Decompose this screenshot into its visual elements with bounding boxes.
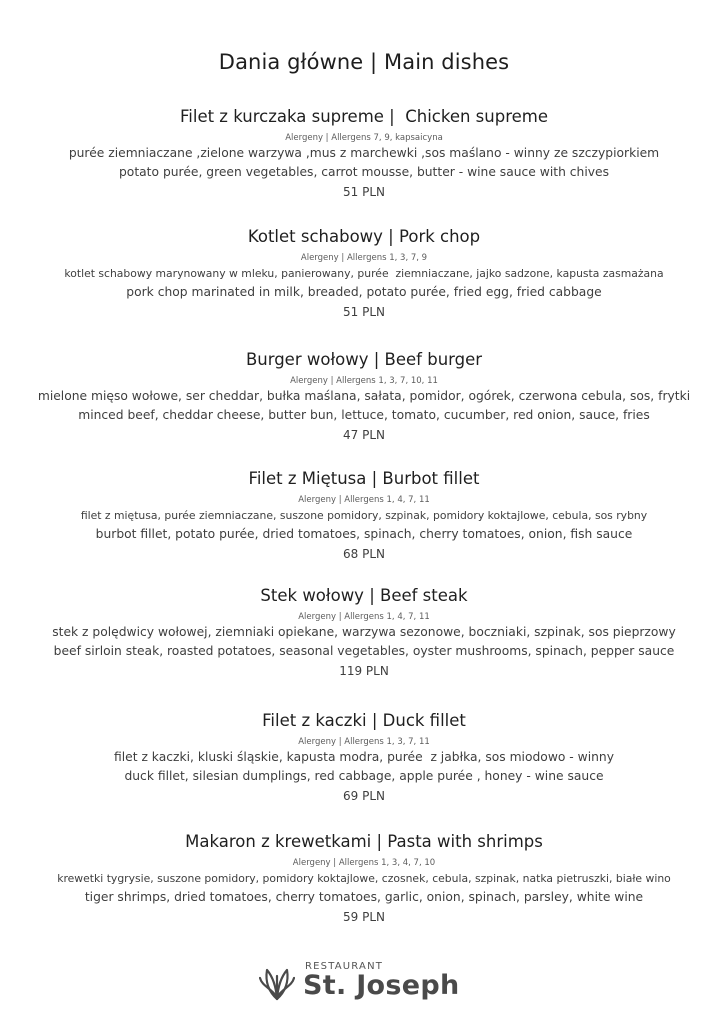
dish-description-pl: filet z miętusa, purée ziemniaczane, suszone pomidory, szpinak, pomidory koktajlowe, cebula, sos rybny [80, 509, 648, 522]
dish-name: Filet z kaczki | Duck fillet [262, 711, 466, 730]
dish-description-pl: krewetki tygrysie, suszone pomidory, pomidory koktajlowe, czosnek, cebula, szpinak, natka pietruszki, białe wino [57, 872, 671, 885]
menu-item-beef-steak [0, 586, 728, 681]
dish-description-pl: filet z kaczki, kluski śląskie, kapusta modra, purée z jabłka, sos miodowo - winny [113, 750, 614, 764]
dish-price: 119 PLN [339, 664, 389, 678]
dish-description-pl: kotlet schabowy marynowany w mleku, panierowany, purée ziemniaczane, jajko sadzone, kapusta zasmażana [64, 267, 664, 280]
dish-price: 59 PLN [343, 910, 385, 924]
dish-description-pl: stek z polędwicy wołowej, ziemniaki opiekane, warzywa sezonowe, boczniaki, szpinak, sos pieprzowy [52, 625, 676, 639]
menu-item-duck-fillet [0, 711, 728, 806]
dish-name: Filet z kurczaka supreme | Chicken supreme [179, 107, 549, 126]
dish-description-en: duck fillet, silesian dumplings, red cabbage, apple purée , honey - wine sauce [124, 769, 604, 783]
dish-name: Burger wołowy | Beef burger [245, 350, 483, 369]
dish-allergens: Alergeny | Allergens 1, 4, 7, 11 [298, 495, 430, 505]
dish-allergens: Alergeny | Allergens 1, 3, 7, 9 [300, 253, 428, 263]
restaurant-logo [259, 960, 479, 1010]
dish-price: 51 PLN [343, 305, 385, 319]
logo-name: St. Joseph [303, 970, 460, 1001]
logo-subtitle: RESTAURANT [305, 961, 384, 972]
dish-price: 68 PLN [343, 547, 385, 561]
dish-allergens: Alergeny | Allergens 1, 3, 4, 7, 10 [292, 858, 436, 868]
dish-description-en: pork chop marinated in milk, breaded, potato purée, fried egg, fried cabbage [126, 285, 602, 299]
dish-name: Kotlet schabowy | Pork chop [247, 227, 481, 246]
dish-allergens: Alergeny | Allergens 1, 3, 7, 10, 11 [290, 376, 438, 386]
page-title: Dania główne | Main dishes [218, 50, 510, 74]
dish-name: Stek wołowy | Beef steak [260, 586, 468, 605]
dish-price: 69 PLN [343, 789, 385, 803]
dish-name: Makaron z krewetkami | Pasta with shrimps [185, 832, 543, 851]
menu-item-pork-chop [0, 227, 728, 322]
dish-description-pl: mielone mięso wołowe, ser cheddar, bułka maślana, sałata, pomidor, ogórek, czerwona cebula, sos, frytki [37, 389, 691, 403]
dish-description-en: minced beef, cheddar cheese, butter bun, lettuce, tomato, cucumber, red onion, sauce, fries [78, 408, 650, 422]
dish-description-en: tiger shrimps, dried tomatoes, cherry tomatoes, garlic, onion, spinach, parsley, white wine [84, 890, 644, 904]
dish-allergens: Alergeny | Allergens 1, 4, 7, 11 [298, 612, 430, 622]
menu-item-beef-burger [0, 350, 728, 445]
dish-name: Filet z Miętusa | Burbot fillet [248, 469, 480, 488]
leaf-emblem-icon [259, 964, 295, 1002]
dish-description-en: burbot fillet, potato purée, dried tomatoes, spinach, cherry tomatoes, onion, fish sauce [95, 527, 633, 541]
menu-item-burbot-fillet [0, 469, 728, 564]
dish-description-en: potato purée, green vegetables, carrot mousse, butter - wine sauce with chives [119, 165, 609, 179]
dish-price: 47 PLN [343, 428, 385, 442]
dish-allergens: Alergeny | Allergens 7, 9, kapsaicyna [285, 133, 443, 143]
menu-item-chicken-supreme [0, 107, 728, 202]
dish-allergens: Alergeny | Allergens 1, 3, 7, 11 [298, 737, 430, 747]
dish-description-pl: purée ziemniaczane ,zielone warzywa ,mus z marchewki ,sos maślano - winny ze szczypiorkiem [68, 146, 660, 160]
menu-item-pasta-shrimps [0, 832, 728, 927]
dish-price: 51 PLN [343, 185, 385, 199]
dish-description-en: beef sirloin steak, roasted potatoes, seasonal vegetables, oyster mushrooms, spinach, pepper sauce [53, 644, 675, 658]
